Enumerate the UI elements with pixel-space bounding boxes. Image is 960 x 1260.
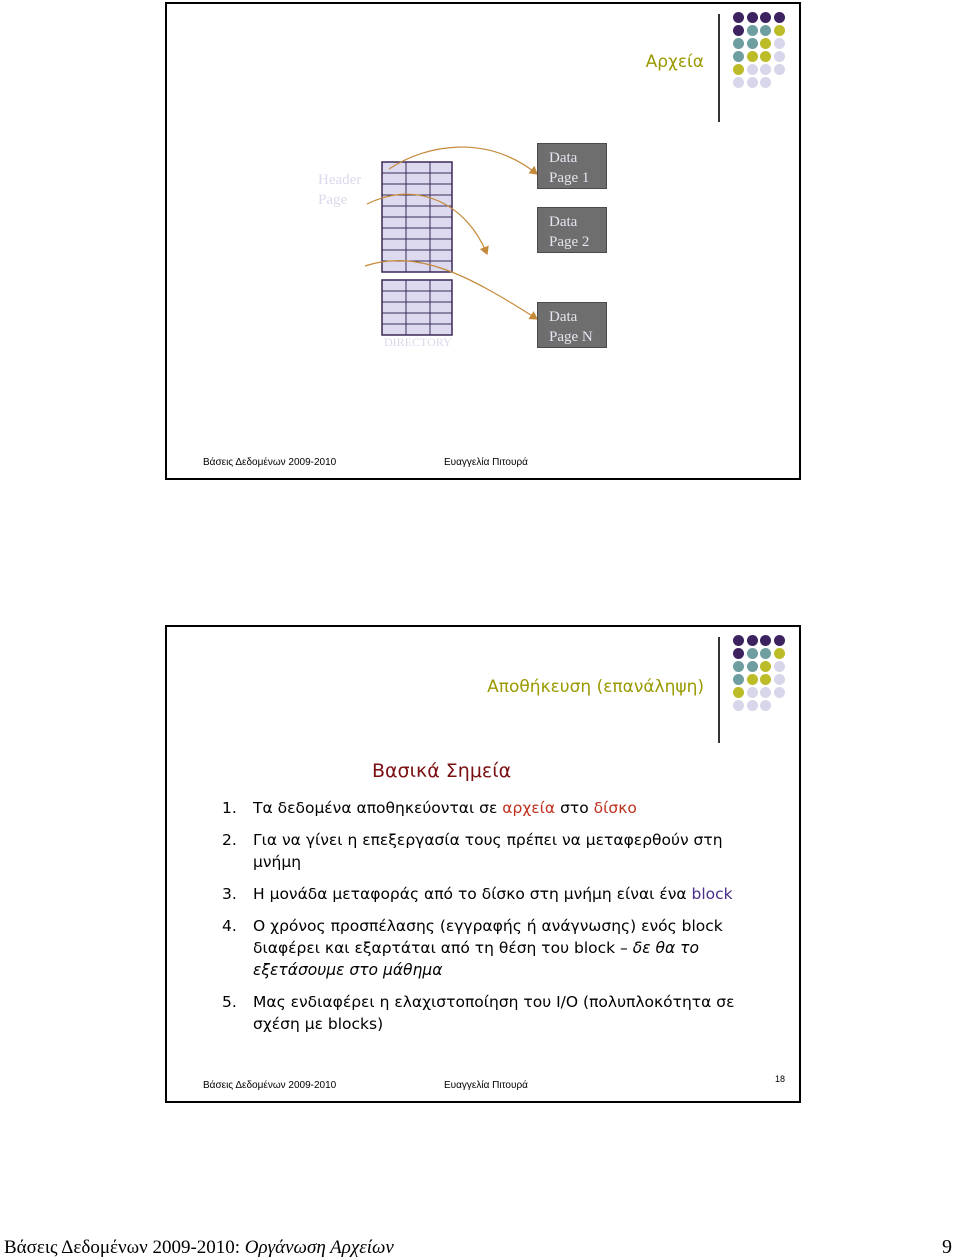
decorative-dot xyxy=(760,648,771,659)
data-page-1: Data Page 1 xyxy=(537,143,607,189)
key-point-text: δίσκο xyxy=(593,799,637,817)
decorative-dot xyxy=(774,635,785,646)
key-point-number: 2. xyxy=(222,831,237,849)
slide-footer-right: Ευαγγελία Πιτουρά xyxy=(444,457,528,468)
key-point-number: 5. xyxy=(222,993,237,1011)
key-point-text: αρχεία xyxy=(502,799,556,817)
key-point xyxy=(222,915,747,981)
header-page-label: Header Page xyxy=(318,172,362,208)
document-caption: Βάσεις Δεδομένων 2009-2010: Οργάνωση Αρχείων xyxy=(4,1237,394,1258)
decorative-dot xyxy=(774,661,785,672)
key-point-number: 4. xyxy=(222,917,237,935)
decorative-dot xyxy=(760,661,771,672)
decorative-dot xyxy=(733,661,744,672)
key-point-text: Ο χρόνος προσπέλασης (εγγραφής ή ανάγνωσης) ενός block διαφέρει και εξαρτάται από τη θέση του block – xyxy=(253,917,723,957)
decorative-dot xyxy=(747,687,758,698)
decorative-dot xyxy=(760,700,771,711)
decorative-dot xyxy=(760,635,771,646)
decorative-dot xyxy=(760,674,771,685)
decorative-dot xyxy=(733,700,744,711)
slide-footer-right: Ευαγγελία Πιτουρά xyxy=(444,1080,528,1091)
data-page-2: Data Page 2 xyxy=(537,207,607,253)
key-point xyxy=(222,991,747,1035)
slide-number: 18 xyxy=(775,1074,786,1084)
decorative-dot xyxy=(747,661,758,672)
decorative-dot xyxy=(774,687,785,698)
slide-footer-left: Βάσεις Δεδομένων 2009-2010 xyxy=(203,457,337,468)
section-heading: Βασικά Σημεία xyxy=(372,760,512,782)
key-point-text: Τα δεδομένα αποθηκεύονται σε xyxy=(253,799,503,817)
decorative-dot xyxy=(747,635,758,646)
page-number: 9 xyxy=(942,1236,952,1258)
decorative-dot xyxy=(733,635,744,646)
directory-diagram xyxy=(167,4,803,482)
decorative-dot xyxy=(733,648,744,659)
decorative-dot xyxy=(760,687,771,698)
data-page-n: Data Page N xyxy=(537,302,607,348)
directory-block-bottom xyxy=(382,280,452,335)
key-point-text: δε θα το εξετάσουμε στο μάθημα xyxy=(253,939,699,979)
directory-label: DIRECTORY xyxy=(384,335,452,349)
directory-block-top xyxy=(382,162,452,272)
key-point xyxy=(222,829,747,873)
decorative-dot xyxy=(747,700,758,711)
decorative-dot xyxy=(774,674,785,685)
decorative-dot xyxy=(747,648,758,659)
key-point xyxy=(222,883,747,905)
key-point-number: 1. xyxy=(222,799,237,817)
key-point-text: Η μονάδα μεταφοράς από το δίσκο στη μνήμη είναι ένα xyxy=(253,885,692,903)
decorative-dot xyxy=(733,674,744,685)
key-point-text: στο xyxy=(555,799,594,817)
key-point-number: 3. xyxy=(222,885,237,903)
slide-title: Αποθήκευση (επανάληψη) xyxy=(487,677,704,697)
slide-footer-left: Βάσεις Δεδομένων 2009-2010 xyxy=(203,1080,337,1091)
title-divider xyxy=(718,637,720,743)
directory-grid xyxy=(382,280,452,335)
decorative-dot xyxy=(747,674,758,685)
slide-storage-recap xyxy=(165,625,801,1103)
slide-files xyxy=(165,2,801,480)
decorative-dot xyxy=(774,648,785,659)
key-point-text: block xyxy=(691,885,733,903)
key-point-text: Μας ενδιαφέρει η ελαχιστοποίηση του I/O (πολυπλοκότητα σε σχέση με blocks) xyxy=(253,993,735,1033)
slide-title: Αρχεία xyxy=(645,52,704,72)
decorative-dot xyxy=(733,687,744,698)
key-point-text: Για να γίνει η επεξεργασία τους πρέπει να μεταφερθούν στη μνήμη xyxy=(253,831,723,871)
key-point xyxy=(222,797,747,819)
key-points-list xyxy=(222,797,747,1045)
